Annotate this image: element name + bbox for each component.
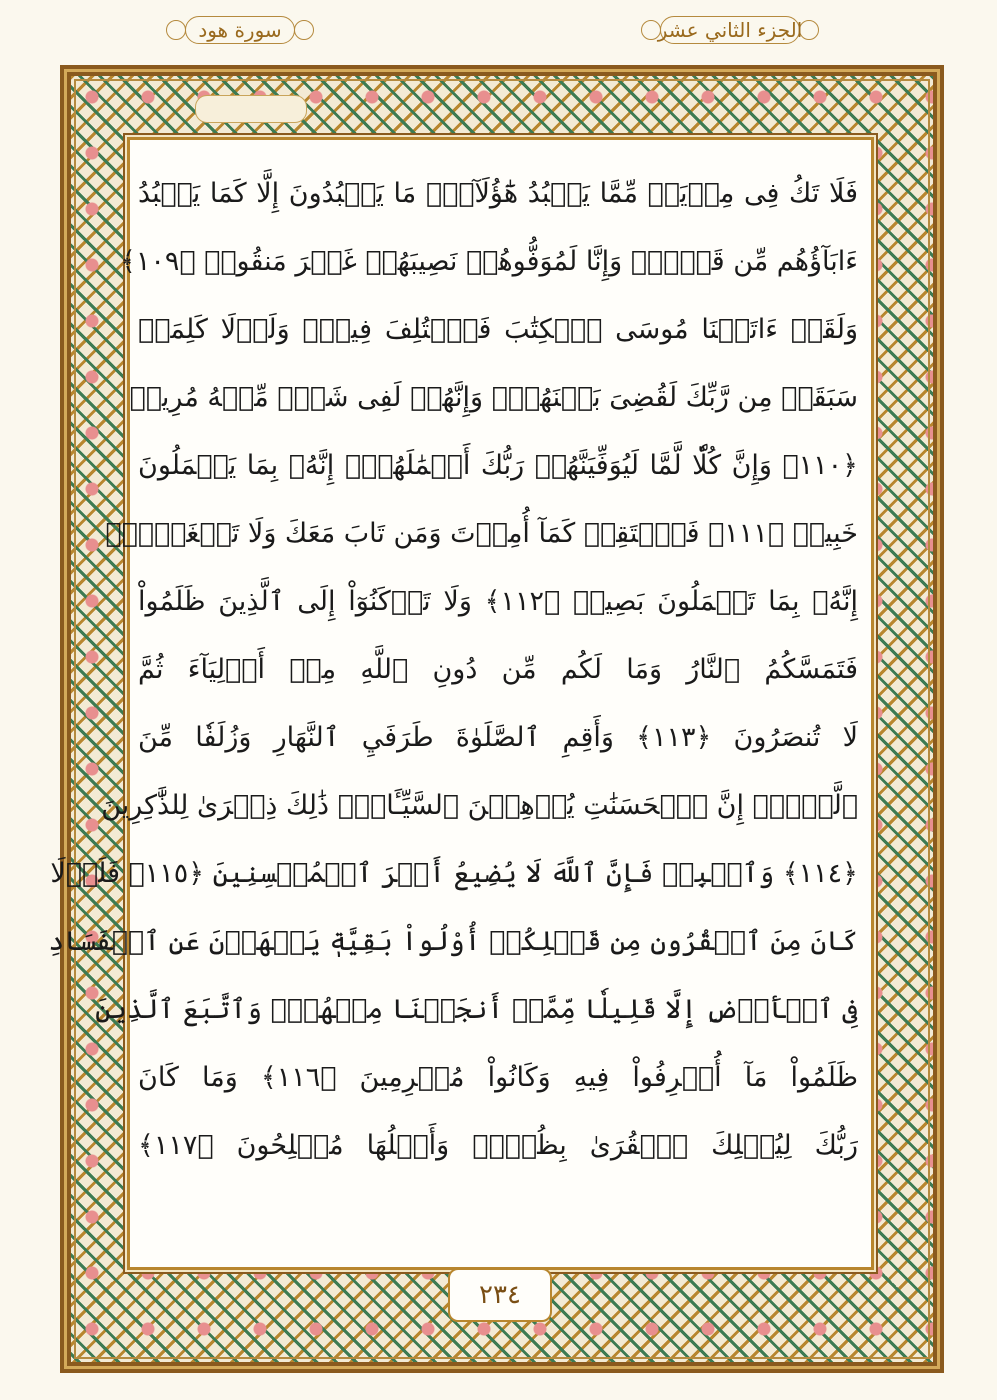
page-number: ٢٣٤ — [448, 1268, 552, 1322]
text-line: سَبَقَتۡ مِن رَّبِّكَ لَقُضِىَ بَيۡنَهُمۡۚ وَإِنَّهُمۡ لَفِى شَكّٖ مِّنۡهُ مُرِيبٖ — [129, 382, 858, 413]
text-line: إِنَّهُۥ بِمَا تَعۡمَلُونَ بَصِيرٞ ﴿١١٢﴾ وَلَا تَرۡكَنُوٓاْ إِلَى ٱلَّذِينَ ظَلَمُواْ — [138, 586, 858, 617]
top-ornament-cartouche — [195, 95, 307, 123]
text-line: لَا تُنصَرُونَ ﴿١١٣﴾ وَأَقِمِ ٱلصَّلَوٰةَ طَرَفَيِ ٱلنَّهَارِ وَزُلَفٗا مِّنَ — [138, 722, 858, 753]
juz-name: الجزء الثاني عشر — [657, 18, 803, 42]
surah-header — [165, 10, 315, 50]
text-line: ﴿١١٠﴾ وَإِنَّ كُلّٗا لَّمَّا لَيُوَفِّيَنَّهُمۡ رَبُّكَ أَعۡمَٰلَهُمۡۚ إِنَّهُۥ بِمَا يَعۡمَلُونَ — [138, 450, 858, 481]
text-line: رَبُّكَ لِيُهۡلِكَ ٱلۡقُرَىٰ بِظُلۡمٖ وَأَهۡلُهَا مُصۡلِحُونَ ﴿١١٧﴾ — [138, 1130, 858, 1161]
quran-text — [48, 160, 859, 1180]
text-line: كَانَ مِنَ ٱلۡقُرُونِ مِن قَبۡلِكُمۡ أُوْلُواْ بَقِيَّةٖ يَنۡهَوۡنَ عَنِ ٱلۡفَسَادِ — [48, 926, 858, 957]
text-line: ﴿١١٤﴾ وَٱصۡبِرۡ فَإِنَّ ٱللَّهَ لَا يُضِيعُ أَجۡرَ ٱلۡمُحۡسِنِينَ ﴿١١٥﴾ فَلَوۡلَا — [50, 858, 858, 889]
juz-header — [640, 10, 820, 50]
text-line: ٱلَّيۡلِۚ إِنَّ ٱلۡحَسَنَٰتِ يُذۡهِبۡنَ ٱلسَّيِّـَٔاتِۚ ذَٰلِكَ ذِكۡرَىٰ لِلذَّٰكِرِينَ — [101, 790, 858, 821]
text-line: ظَلَمُواْ مَآ أُتۡرِفُواْ فِيهِ وَكَانُواْ مُجۡرِمِينَ ﴿١١٦﴾ وَمَا كَانَ — [138, 1062, 859, 1093]
text-line: وَلَقَدۡ ءَاتَيۡنَا مُوسَى ٱلۡكِتَٰبَ فَٱخۡتُلِفَ فِيهِۚ وَلَوۡلَا كَلِمَةٞ — [138, 314, 858, 345]
text-line: فِى ٱلۡأَرۡضِ إِلَّا قَلِيلٗا مِّمَّنۡ أَنجَيۡنَا مِنۡهُمۡۗ وَٱتَّبَعَ ٱلَّذِينَ — [95, 994, 858, 1025]
text-line: فَتَمَسَّكُمُ ٱلنَّارُ وَمَا لَكُم مِّن دُونِ ٱللَّهِ مِنۡ أَوۡلِيَآءَ ثُمَّ — [138, 654, 858, 685]
text-line: خَبِيرٞ ﴿١١١﴾ فَٱسۡتَقِمۡ كَمَآ أُمِرۡتَ وَمَن تَابَ مَعَكَ وَلَا تَطۡغَوۡاْۚ — [105, 518, 858, 549]
text-line: فَلَا تَكُ فِى مِرۡيَةٖ مِّمَّا يَعۡبُدُ هَٰٓؤُلَآءِۚ مَا يَعۡبُدُونَ إِلَّا كَمَا يَعۡبُدُ — [138, 178, 858, 209]
surah-name: سورة هود — [198, 18, 282, 42]
text-line: ءَابَآؤُهُم مِّن قَبۡلُۚ وَإِنَّا لَمُوَفُّوهُمۡ نَصِيبَهُمۡ غَيۡرَ مَنقُوصٖ ﴿١٠٩﴾ — [119, 246, 858, 277]
